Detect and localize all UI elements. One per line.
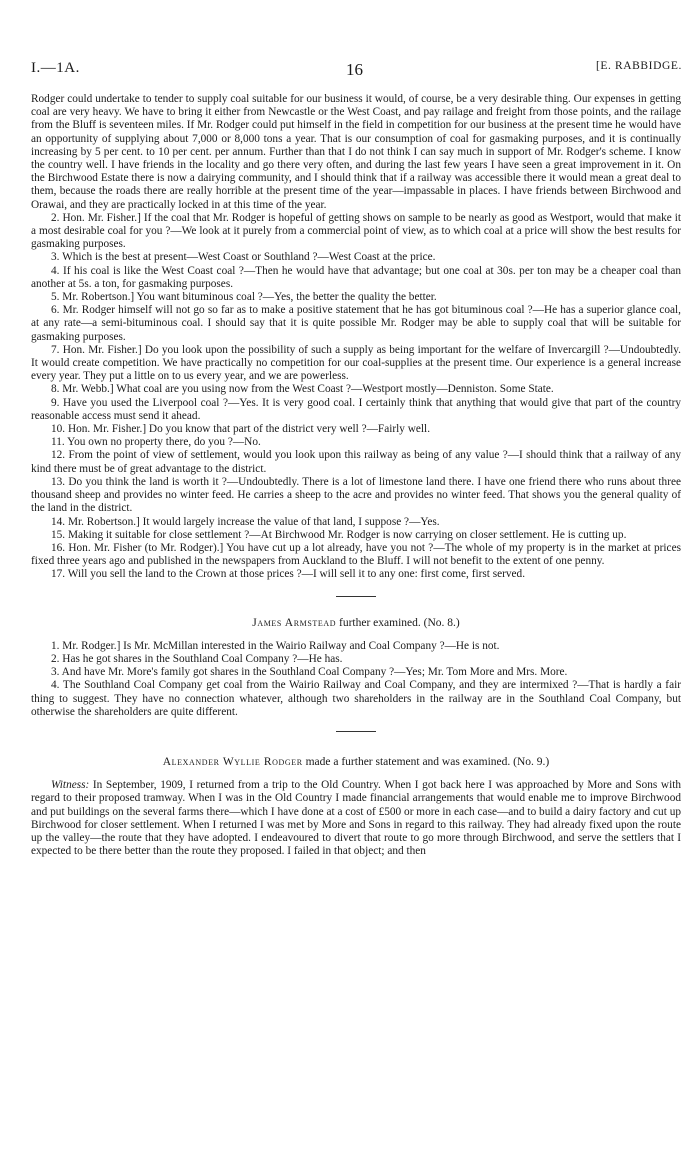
section-heading xyxy=(31,756,681,769)
paragraph: 5. Mr. Robertson.] You want bituminous coal ?—Yes, the better the quality the better. xyxy=(51,291,437,304)
page-header xyxy=(31,60,682,80)
document-reference: I.—1A. xyxy=(31,60,80,76)
paragraph: Rodger could undertake to tender to supply coal suitable for our business it would, of course, be a very desirable thing. Our expenses in getting coal are very heavy. We have to bring it either from Newcastle or the West Coast, and pay railage and freight from those points, and the railage from the Bluff is seventeen miles. If Mr. Rodger could put himself in the field in competition for our business at the present time he would have an opportunity of supplying about 7,000 or 8,000 tons a year. That is our consumption of coal for gasmaking purposes, and it is continually increasing by 5 per cent. to 10 per cent. per annum. Further than that I do not think I can say much in support of Mr. Rodger's scheme. I know the country well. I have friends in the locality and go there very often, and during the last few years I have seen a great improvement in it. On the Birchwood Estate there is now a dairying community, and I should think that if a railway was accessible there it would mean a great deal to them, because the roads there are really horrible at the present time of the year—impassable in places. I have friends between Birchwood and Orawai, and they are practically locked in at this time of the year. xyxy=(31,93,681,211)
paragraph: 3. And have Mr. More's family got shares in the Southland Coal Company ?—Yes; Mr. Tom More and Mrs. More. xyxy=(51,666,568,679)
heading-text: made a further statement and was examined. (No. 9.) xyxy=(305,755,550,768)
paragraph: 2. Has he got shares in the Southland Coal Company ?—He has. xyxy=(51,652,343,665)
paragraph: 17. Will you sell the land to the Crown at those prices ?—I will sell it to any one: first come, first served. xyxy=(51,568,526,581)
paragraph: 8. Mr. Webb.] What coal are you using now from the West Coast ?—Westport mostly—Denniston. Some State. xyxy=(51,383,554,396)
witness-name: Alexander Wyllie Rodger xyxy=(162,755,303,768)
paragraph: 6. Mr. Rodger himself will not go so far as to make a positive statement that he has got bituminous coal ?—He has a superior glance coal, at any rate—a semi-bituminous coal. I should say that it is quite possible Mr. Rodger may be able to supply coal that will be suitable for gasmaking purposes. xyxy=(31,304,681,343)
document-body xyxy=(31,93,681,858)
paragraph: 16. Hon. Mr. Fisher (to Mr. Rodger).] You have cut up a lot already, have you not ?—The whole of my property is in the market at prices fixed three years ago and published in the newspapers from Auckland to the Bluff. I will not benefit to the extent of one penny. xyxy=(31,541,681,568)
paragraph: 11. You own no property there, do you ?—No. xyxy=(51,436,261,449)
paragraph: 2. Hon. Mr. Fisher.] If the coal that Mr. Rodger is hopeful of getting shows on sample to be nearly as good as Westport, would that make it a most desirable coal for you ?—We look at it purely from a commercial point of view, as to which coal at a price will show the best results for gasmaking purposes. xyxy=(31,211,681,251)
paragraph: 14. Mr. Robertson.] It would largely increase the value of that land, I suppose ?—Yes. xyxy=(51,515,440,528)
paragraph: 9. Have you used the Liverpool coal ?—Yes. It is very good coal. I certainly think that anything that would give that part of the country reasonable access must send it ahead. xyxy=(31,396,681,422)
paragraph: 15. Making it suitable for close settlement ?—At Birchwood Mr. Rodger is now carrying on closer settlement. He is cutting up. xyxy=(51,528,627,541)
heading-text: further examined. (No. 8.) xyxy=(339,616,460,629)
paragraph: 3. Which is the best at present—West Coast or Southland ?—West Coast at the price. xyxy=(51,251,436,264)
paragraph: 7. Hon. Mr. Fisher.] Do you look upon the possibility of such a supply as being important for the welfare of Invercargill ?—Undoubtedly. It would create competition. We have practically no competition for our coal-supplies at the present time. Our experience is a general increase every year. They put a little on to us every year, and we are powerless. xyxy=(31,343,681,383)
paragraph: 13. Do you think the land is worth it ?—Undoubtedly. There is a lot of limestone land there. I have one friend there who runs about three thousand sheep and provides no winter feed. He carries a sheep to the acre and provides no winter feed. That shows you the general quality of the land in the district. xyxy=(31,475,681,515)
section-divider xyxy=(336,596,376,597)
paragraph: 12. From the point of view of settlement, would you look upon this railway as being of any value ?—I should think that a railway of any kind there must be of great advantage to the district. xyxy=(31,449,681,475)
witness-statement: In September, 1909, I returned from a trip to the Old Country. When I got back here I was approached by More and Sons with regard to their proposed tramway. When I was in the Old Country I made financial arrangements that would enable me to improve Birchwood and put buildings on the several farms there—which I have done at a cost of £500 or more in each case—and to build a dairy factory and cut up Birchwood for closer settlement. When I returned I was met by More and Sons in regard to this railway. They had already fixed upon the route up the valley—the route that they have adopted. I endeavoured to divert that route to go more through Birchwood, and serve the settlers that I expected to be there better than the route they proposed. I failed in that object; and then xyxy=(31,779,681,858)
witness-name: James Armstead xyxy=(252,616,337,629)
paragraph xyxy=(31,779,681,858)
page-number: 16 xyxy=(346,60,363,79)
witness-header: [E. RABBIDGE. xyxy=(595,60,682,72)
paragraph: 4. The Southland Coal Company get coal from the Wairio Railway and Coal Company, and they are intermixed ?—That is hardly a fair thing to suggest. They have no connection whatever, although two shareholders in the railway are in the Southland Coal Company, but otherwise the shareholders are quite different. xyxy=(31,679,681,718)
section-heading xyxy=(31,617,681,630)
paragraph: 1. Mr. Rodger.] Is Mr. McMillan interested in the Wairio Railway and Coal Company ?—He is not. xyxy=(51,639,500,652)
paragraph: 4. If his coal is like the West Coast coal ?—Then he would have that advantage; but one coal at 30s. per ton may be a cheaper coal than another at 5s. a ton, for gasmaking purposes. xyxy=(31,264,681,290)
paragraph: 10. Hon. Mr. Fisher.] Do you know that part of the district very well ?—Fairly well. xyxy=(51,423,431,436)
witness-label: Witness: xyxy=(51,779,90,792)
